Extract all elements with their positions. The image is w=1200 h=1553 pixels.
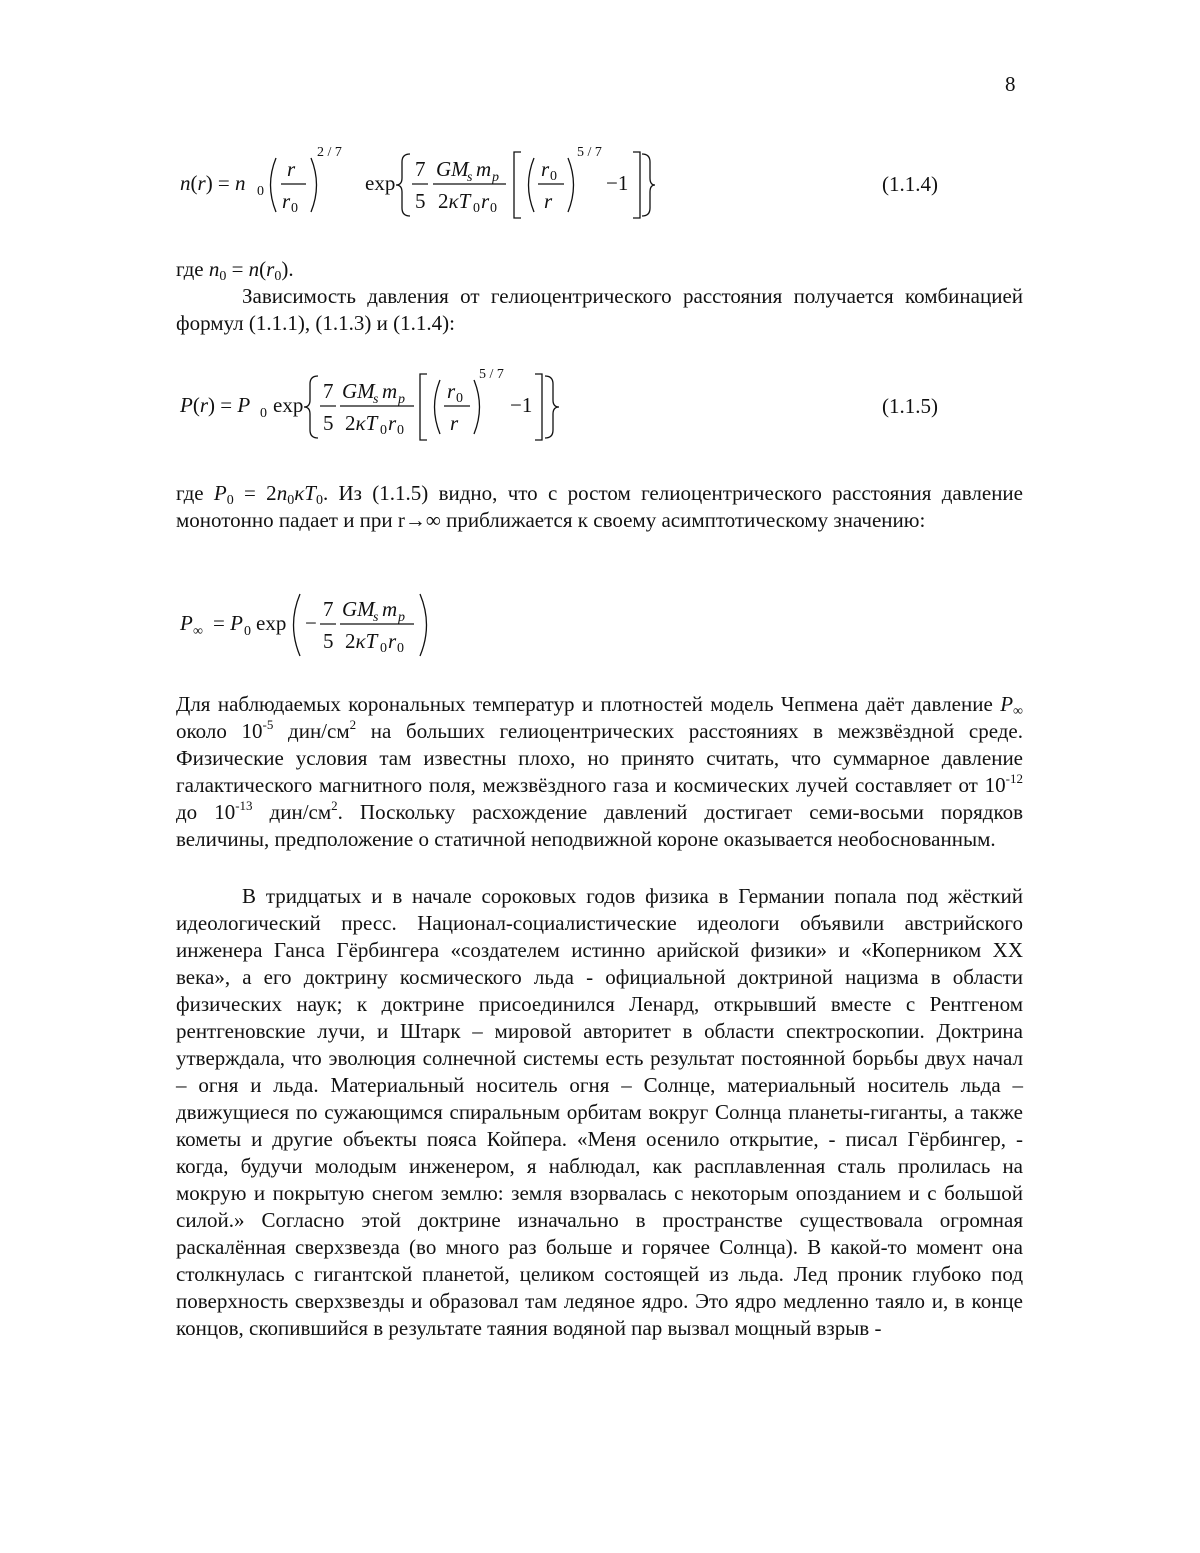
svg-text:r: r	[544, 189, 553, 213]
paragraph-horbiger: В тридцатых и в начале сороковых годов физика в Германии попала под жёсткий идеологический пресс. Национал-социалистические идеологи объявили австрийского инженера Ганса Гёрбингера «создателем истинно арийской физики» и «Коперником XX века», а его доктрину космического льда - официальной доктриной нацизма в области физических наук; к доктрине присоединился Ленард, открывший вместе с Рентгеном рентгеновские лучи, и Штарк – мировой авторитет в области спектроскопии. Доктрина утверждала, что эволюция солнечной системы есть результат постоянной борьбы двух начал – огня и льда. Материальный носитель огня – Солнце, материальный носитель льда – движущиеся по сужающимся спиральным орбитам вокруг Солнца планеты-гиганты, а также кометы и другие объекты пояса Койпера. «Меня осенило открытие, - писал Гёрбингер, - когда, будучи молодым инженером, я наблюдал, как расплавленная сталь пролилась на мокрую и покрытую снегом землю: земля взорвалась с некоторым опозданием и с большой силой.» Согласно этой доктрине изначально в пространстве существовала огромная раскалённая сверхзвезда (во много раз больше и горячее Солнца). В какой-то момент она столкнулась с гигантской планетой, целиком состоящей из льда. Лед проник глубоко под поверхность сверхзвезды и образовал там ледяное ядро. Это ядро медленно таяло и, в конце концов, скопившийся в результате таяния водяной пар вызвал мощный взрыв -	[176, 884, 1023, 1340]
svg-text:2 / 7: 2 / 7	[317, 145, 342, 160]
svg-text:0: 0	[291, 201, 298, 216]
svg-text:0: 0	[380, 641, 387, 656]
svg-text:0: 0	[397, 423, 404, 438]
svg-text:m: m	[382, 379, 398, 403]
svg-text:r: r	[388, 411, 397, 435]
svg-text:r: r	[388, 629, 397, 653]
svg-text:∞: ∞	[193, 624, 203, 639]
svg-text:0: 0	[550, 169, 557, 184]
svg-text:GM: GM	[342, 379, 375, 403]
svg-text:s: s	[373, 392, 379, 407]
svg-text:GM: GM	[436, 157, 469, 181]
svg-text:p: p	[398, 610, 405, 625]
svg-text:exp: exp	[256, 611, 287, 635]
svg-text:p: p	[492, 170, 499, 185]
svg-text:5: 5	[323, 629, 334, 653]
svg-text:2κT: 2κT	[345, 629, 378, 653]
svg-text:2κT: 2κT	[345, 411, 378, 435]
svg-text:s: s	[373, 610, 379, 625]
equation-p-infinity	[176, 588, 446, 662]
svg-text:2κT: 2κT	[438, 189, 471, 213]
equation-1-1-5	[176, 362, 576, 454]
svg-text:0: 0	[380, 423, 387, 438]
svg-text:−1: −1	[510, 393, 533, 417]
svg-text:r: r	[282, 189, 291, 213]
svg-text:m: m	[476, 157, 492, 181]
page-number: 8	[1005, 72, 1016, 96]
svg-text:0: 0	[244, 624, 251, 639]
svg-text:= P: = P	[213, 611, 243, 635]
where-n0-line: где $n_0 = n(r_0)$.	[176, 257, 294, 284]
svg-text:0: 0	[473, 201, 480, 216]
svg-text:n(r) = n: n(r) = n	[180, 171, 246, 195]
svg-text:p: p	[398, 392, 405, 407]
svg-text:0: 0	[397, 641, 404, 656]
paragraph-chapman-model: Для наблюдаемых корональных температур и плотностей модель Чепмена даёт давление $P_\infty$ около $10^{-5}$ дин/$см^2$ на больших гелиоцентрических расстояниях в межзвёздной среде. Физические условия там известны плохо, но принято считать, что суммарное давление галактического магнитного поля, межзвёздного газа и космических лучей составляет от $10^{-12}$ до $10^{-13}$ дин/$см^2$. Поскольку расхождение давлений достигает семи-восьми порядков величины, предположение о статичной неподвижной короне оказывается необоснованным.	[176, 692, 1024, 851]
svg-text:5: 5	[323, 411, 334, 435]
svg-text:r: r	[541, 157, 550, 181]
svg-text:5: 5	[415, 189, 426, 213]
svg-text:7: 7	[415, 157, 426, 181]
equation-1-1-4	[176, 140, 656, 232]
svg-text:7: 7	[323, 379, 334, 403]
svg-text:r: r	[450, 411, 459, 435]
svg-text:GM: GM	[342, 597, 375, 621]
paragraph-pressure-dependence: Зависимость давления от гелиоцентрического расстояния получается комбинацией формул (1.1.1), (1.1.3) и (1.1.4):	[176, 284, 1023, 335]
svg-text:0: 0	[456, 391, 463, 406]
svg-text:0: 0	[257, 184, 264, 199]
svg-text:0: 0	[260, 406, 267, 421]
svg-text:exp: exp	[273, 393, 304, 417]
svg-text:P: P	[180, 611, 193, 635]
equation-number-1-1-5: (1.1.5)	[882, 394, 938, 418]
svg-text:5 / 7: 5 / 7	[577, 145, 602, 160]
svg-text:−: −	[305, 611, 317, 635]
svg-text:0: 0	[490, 201, 497, 216]
equation-number-1-1-4: (1.1.4)	[882, 172, 938, 196]
paragraph-asymptotic: где $P_0 = 2n_0\kappa T_0$. Из (1.1.5) видно, что с ростом гелиоцентрического расстояния давление монотонно падает и при r→∞ приближается к своему асимптотическому значению:	[176, 481, 1023, 532]
svg-text:s: s	[467, 170, 473, 185]
svg-text:P(r) = P: P(r) = P	[180, 393, 251, 417]
svg-text:r: r	[447, 379, 456, 403]
svg-text:7: 7	[323, 597, 334, 621]
svg-text:r: r	[481, 189, 490, 213]
svg-text:exp: exp	[365, 171, 396, 195]
svg-text:r: r	[287, 157, 296, 181]
svg-text:−1: −1	[606, 171, 629, 195]
svg-text:5 / 7: 5 / 7	[479, 367, 504, 382]
svg-text:m: m	[382, 597, 398, 621]
